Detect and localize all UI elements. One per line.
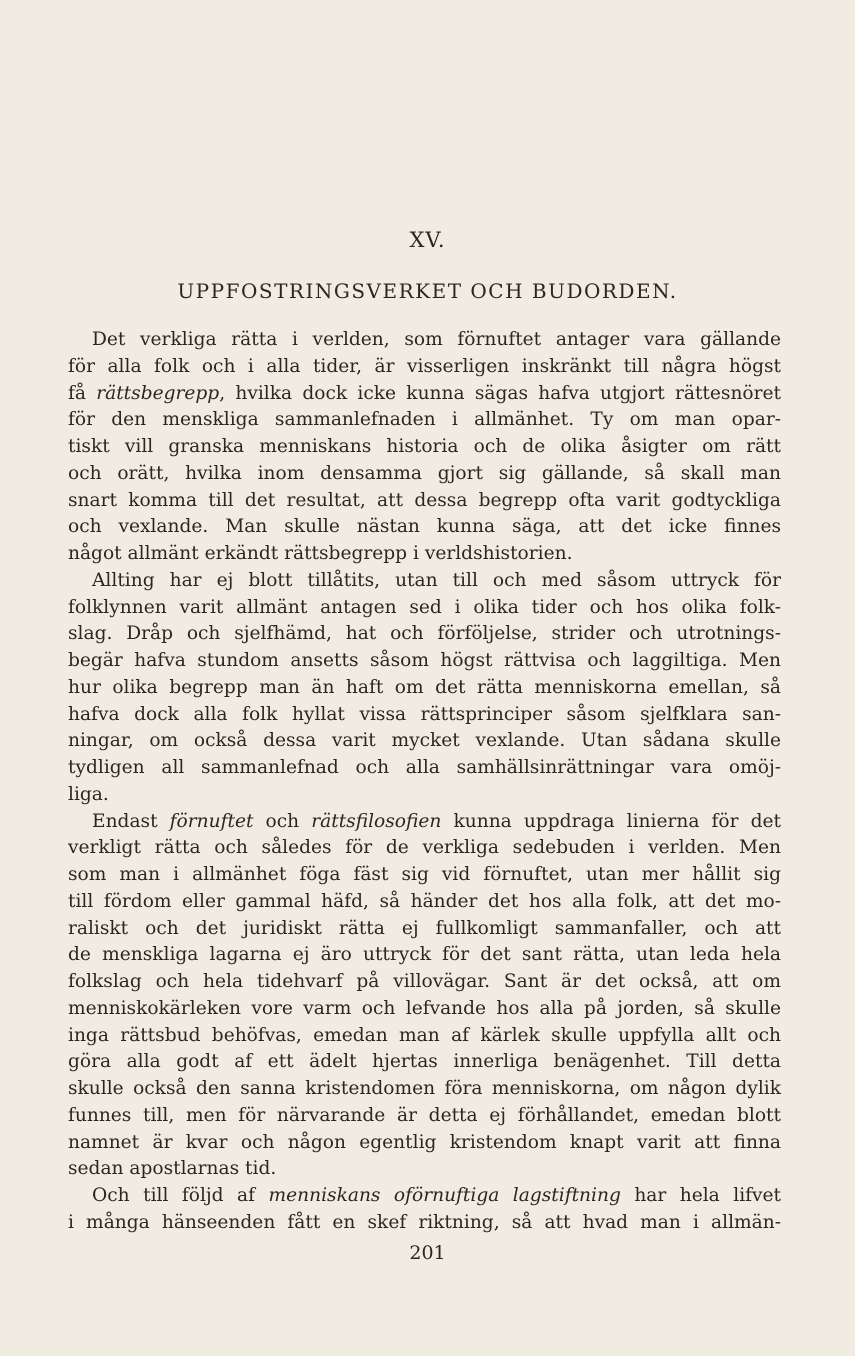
- line-text: och: [253, 810, 312, 832]
- line-text: kunna uppdraga linierna för det: [441, 810, 781, 832]
- line-text: hafva dock alla folk hyllat vissa rättsprinciper såsom sjelfklara san-: [68, 703, 781, 725]
- line-text: har hela lifvet: [620, 1185, 781, 1206]
- text-line: [68, 541, 781, 568]
- italic-text: rättsbegrepp: [96, 382, 220, 404]
- body-text: [68, 327, 781, 1237]
- text-line: [68, 862, 781, 889]
- line-text: folkslag och hela tidehvarf på villovägar. Sant är det också, att om: [68, 971, 781, 992]
- text-line: [68, 916, 781, 943]
- text-line: [68, 1103, 781, 1130]
- line-text: verkligt rätta och således för de verkliga sedebuden i verlden. Men: [68, 837, 781, 859]
- text-line: [68, 969, 781, 996]
- line-text: för den menskliga sammanlefnaden i allmänhet. Ty om man opar-: [68, 409, 781, 431]
- text-line: [68, 996, 781, 1023]
- text-line: [68, 889, 781, 916]
- chapter-title: UPPFOSTRINGSVERKET OCH BUDORDEN.: [177, 279, 678, 303]
- text-line: [68, 1156, 781, 1183]
- text-line: [68, 327, 781, 354]
- line-text: som man i allmänhet föga fäst sig vid förnuftet, utan mer hållit sig: [68, 864, 781, 885]
- italic-text: rättsfilosofien: [311, 810, 442, 832]
- line-text: ningar, om också dessa varit mycket vexlande. Utan sådana skulle: [68, 730, 781, 752]
- text-line: [68, 782, 781, 809]
- line-text: Endast: [92, 810, 170, 832]
- line-text: och vexlande. Man skulle nästan kunna säga, att det icke finnes: [68, 516, 781, 538]
- line-text: snart komma till det resultat, att dessa begrepp ofta varit godtyckliga: [68, 489, 781, 511]
- line-text: hur olika begrepp man än haft om det rätta menniskorna emellan, så: [68, 676, 781, 698]
- text-line: [68, 728, 781, 755]
- line-text: raliskt och det juridiskt rätta ej fullkomligt sammanfaller, och att: [68, 917, 781, 939]
- line-text: namnet är kvar och någon egentlig kristendom knapt varit att finna: [68, 1131, 781, 1153]
- page-number: 201: [409, 1242, 446, 1264]
- text-line: [68, 488, 781, 515]
- italic-text: förnuftet: [169, 810, 254, 832]
- text-line: [68, 835, 781, 862]
- line-text: inga rättsbud behöfvas, emedan man af kärlek skulle uppfylla allt och: [68, 1024, 781, 1046]
- line-text: funnes till, men för närvarande är detta ej förhållandet, emedan blott: [68, 1104, 781, 1126]
- line-text: tydligen all sammanlefnad och alla samhällsinrättningar vara omöj-: [68, 757, 781, 778]
- line-text: för alla folk och i alla tider, är visserligen inskränkt till några högst: [68, 355, 781, 377]
- text-line: [68, 648, 781, 675]
- text-line: [68, 1076, 781, 1103]
- line-text: Det verkliga rätta i verlden, som förnuftet antager vara gällande: [92, 329, 781, 350]
- text-line: [68, 595, 781, 622]
- line-text: till fördom eller gammal häfd, så händer det hos alla folk, att det mo-: [68, 890, 781, 912]
- text-line: [68, 568, 781, 595]
- text-line: [68, 1130, 781, 1157]
- line-text: Och till följd af: [92, 1185, 269, 1206]
- chapter-number: XV.: [409, 228, 446, 252]
- line-text: i många hänseenden fått en skef riktning, så att hvad man i allmän-: [68, 1211, 781, 1233]
- line-text: sedan apostlarnas tid.: [68, 1158, 277, 1180]
- text-line: [68, 702, 781, 729]
- text-line: [68, 1023, 781, 1050]
- line-text: begär hafva stundom ansetts såsom högst rättvisa och laggiltiga. Men: [68, 650, 781, 671]
- line-text: göra alla godt af ett ädelt hjertas innerliga benägenhet. Till detta: [68, 1051, 781, 1073]
- text-line: [68, 1210, 781, 1237]
- line-text: liga.: [68, 783, 109, 805]
- line-text: och orätt, hvilka inom densamma gjort sig gällande, så skall man: [68, 462, 781, 484]
- text-line: [68, 809, 781, 836]
- text-line: [68, 407, 781, 434]
- text-line: [68, 514, 781, 541]
- text-line: [68, 942, 781, 969]
- text-line: [68, 434, 781, 461]
- line-text: få: [68, 382, 97, 404]
- text-line: [68, 461, 781, 488]
- line-text: något allmänt erkändt rättsbegrepp i verldshistorien.: [68, 543, 573, 564]
- line-text: slag. Dråp och sjelfhämd, hat och förföljelse, strider och utrotnings-: [68, 623, 781, 645]
- text-line: [68, 354, 781, 381]
- text-line: [68, 381, 781, 408]
- text-line: [68, 755, 781, 782]
- italic-text: menniskans oförnuftiga lagstiftning: [268, 1185, 621, 1206]
- line-text: tiskt vill granska menniskans historia och de olika åsigter om rätt: [68, 436, 781, 457]
- text-line: [68, 1183, 781, 1210]
- line-text: de menskliga lagarna ej äro uttryck för det sant rätta, utan leda hela: [68, 944, 781, 966]
- line-text: , hvilka dock icke kunna sägas hafva utgjort rättesnöret: [219, 382, 781, 404]
- line-text: menniskokärleken vore varm och lefvande hos alla på jorden, så skulle: [68, 997, 781, 1019]
- text-line: [68, 621, 781, 648]
- line-text: folklynnen varit allmänt antagen sed i olika tider och hos olika folk-: [68, 596, 781, 618]
- line-text: Allting har ej blott tillåtits, utan till och med såsom uttryck för: [92, 569, 781, 591]
- text-line: [68, 675, 781, 702]
- text-line: [68, 1049, 781, 1076]
- line-text: skulle också den sanna kristendomen föra menniskorna, om någon dylik: [68, 1078, 781, 1099]
